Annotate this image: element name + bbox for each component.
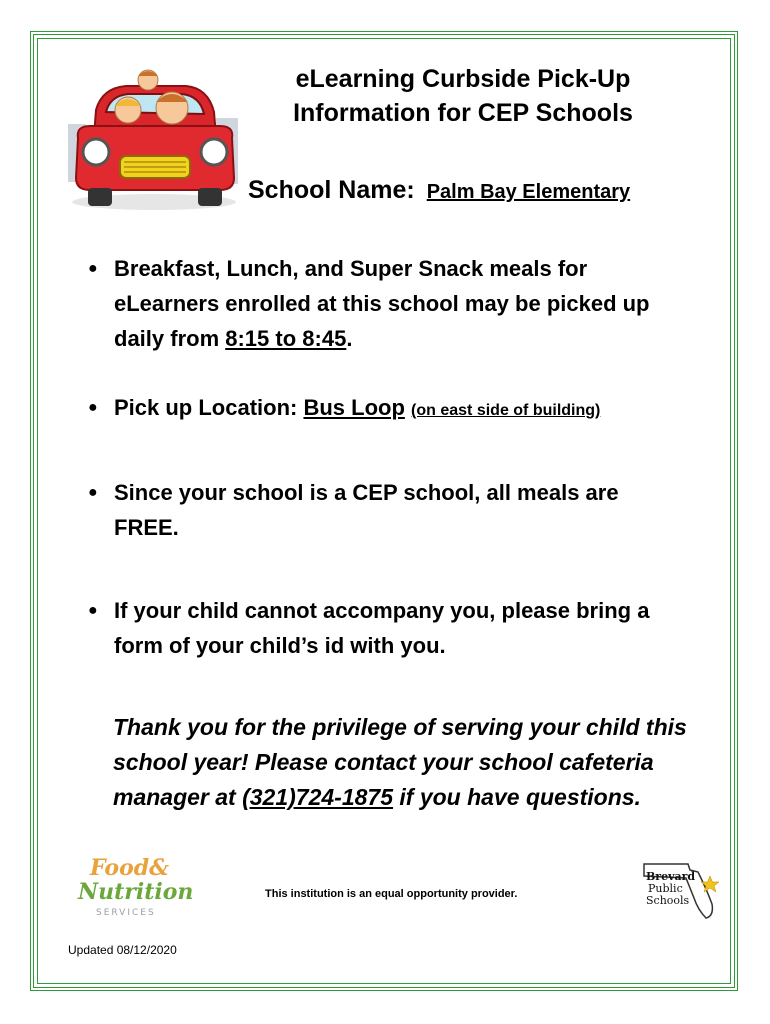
bullet-dot: ● <box>88 484 98 501</box>
logo-text-public: Public <box>648 882 683 895</box>
thank-you-message <box>113 710 693 815</box>
location-value: Bus Loop <box>303 395 405 420</box>
updated-date: Updated 08/12/2020 <box>68 943 177 957</box>
logo-text-food: Food& <box>90 855 170 881</box>
logo-text-schools: Schools <box>646 894 690 907</box>
school-name-value: Palm Bay Elementary <box>426 181 631 203</box>
bullet-dot: ● <box>88 399 98 416</box>
brevard-public-schools-logo <box>642 858 722 922</box>
logo-text-nutrition: Nutrition <box>78 879 194 905</box>
bullet-dot: ● <box>88 602 98 619</box>
location-detail: (on east side of building) <box>411 402 601 419</box>
thanks-text: Thank you for the privilege of serving your child this school year! Please contact your school cafeteria manager at <box>113 714 687 810</box>
car-with-kids-illustration <box>66 66 242 216</box>
star-icon <box>701 876 719 892</box>
document-title <box>248 62 678 130</box>
logo-text-brevard: Brevard <box>646 870 696 883</box>
bullet-meal-times <box>88 251 688 356</box>
bullet-pickup-location <box>88 390 688 428</box>
bullet-text: Breakfast, Lunch, and Super Snack meals for eLearners enrolled at this school may be picked up daily from <box>114 256 650 351</box>
pickup-time: 8:15 to 8:45 <box>225 326 347 351</box>
location-label: Pick up Location: <box>114 395 304 420</box>
food-nutrition-logo <box>76 853 194 919</box>
title-line-1: eLearning Curbside Pick-Up <box>295 65 631 93</box>
bullet-child-id <box>88 593 688 663</box>
bullet-text-end: . <box>346 326 353 351</box>
bullet-text: If your child cannot accompany you, please bring a form of your child’s id with you. <box>114 598 650 658</box>
phone-number: (321)724-1875 <box>242 784 394 810</box>
equal-opportunity-statement: This institution is an equal opportunity provider. <box>265 888 518 900</box>
bullet-text: Since your school is a CEP school, all meals are FREE. <box>114 480 619 540</box>
bullet-dot: ● <box>88 260 98 277</box>
school-name-row <box>248 176 630 205</box>
logo-text-services: SERVICES <box>96 908 156 918</box>
title-line-2: Information for CEP Schools <box>293 99 633 127</box>
thanks-text-end: if you have questions. <box>393 784 641 810</box>
school-name-label: School Name: <box>248 176 415 204</box>
bullet-cep-free <box>88 475 688 545</box>
